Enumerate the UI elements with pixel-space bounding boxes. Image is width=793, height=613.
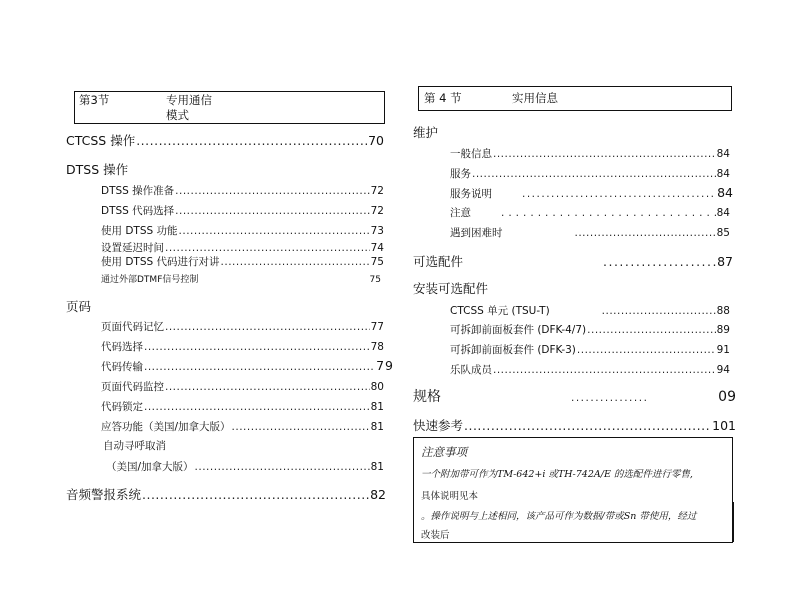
toc-label: 页面代码记忆 bbox=[101, 321, 164, 333]
leader-dots bbox=[165, 321, 370, 333]
leader-dots bbox=[587, 324, 715, 336]
toc-heading-install: 安装可选配件 bbox=[413, 281, 489, 296]
toc-page: 84 bbox=[717, 185, 733, 200]
toc-label: 注意 bbox=[450, 207, 471, 219]
toc-page: 84 bbox=[716, 207, 730, 219]
toc-row[interactable] bbox=[101, 379, 384, 394]
leader-dots bbox=[522, 188, 716, 200]
toc-page: 80 bbox=[370, 381, 384, 393]
leader-dots bbox=[179, 225, 370, 237]
toc-page: 81 bbox=[370, 461, 384, 473]
toc-row[interactable] bbox=[101, 240, 384, 255]
toc-label: 应答功能（美国/加拿大版） bbox=[101, 421, 231, 433]
leader-dots bbox=[195, 461, 370, 473]
toc-label: DTSS 操作准备 bbox=[101, 185, 175, 197]
leader-dots bbox=[144, 341, 370, 353]
toc-page: 84 bbox=[716, 168, 730, 180]
toc-row[interactable] bbox=[101, 223, 384, 238]
toc-row[interactable] bbox=[101, 419, 384, 434]
note-box bbox=[413, 437, 733, 543]
toc-page: 77 bbox=[370, 321, 384, 333]
toc-label: 使用 DTSS 功能 bbox=[101, 225, 178, 237]
toc-row-optional-accessories[interactable] bbox=[413, 252, 733, 270]
toc-page: 09 bbox=[718, 389, 736, 405]
toc-page: 94 bbox=[716, 364, 730, 376]
leader-dots bbox=[142, 487, 369, 502]
toc-row[interactable] bbox=[101, 339, 384, 354]
toc-label: 遇到困难时 bbox=[450, 227, 503, 239]
toc-label: 代码选择 bbox=[101, 341, 143, 353]
note-line: 具体说明见本 bbox=[421, 491, 479, 502]
section-title: 专用通信 模式 bbox=[166, 93, 212, 122]
toc-label: CTCSS 单元 (TSU-T) bbox=[450, 305, 550, 317]
toc-label: 服务说明 bbox=[450, 188, 492, 200]
toc-page: 88 bbox=[716, 305, 730, 317]
toc-label: 快速参考 bbox=[413, 418, 464, 433]
toc-label: 可拆卸前面板套件 (DFK-4/7) bbox=[450, 324, 587, 336]
toc-label: DTSS 代码选择 bbox=[101, 205, 175, 217]
toc-row-audio-alarm[interactable] bbox=[66, 485, 386, 503]
leader-dots bbox=[144, 401, 370, 413]
leader-dots bbox=[602, 305, 716, 317]
section-number: 第3节 bbox=[79, 93, 110, 107]
toc-page: 78 bbox=[370, 341, 384, 353]
leader-dots bbox=[577, 344, 716, 356]
note-line: 一个附加带可作为TM-642+i 或TH-742A/E 的选配件进行零售, bbox=[421, 469, 693, 480]
toc-label: 规格 bbox=[413, 389, 441, 405]
note-line: 改装后 bbox=[421, 530, 450, 541]
toc-page: 75 bbox=[370, 256, 384, 268]
toc-label: 自动寻呼取消 bbox=[103, 440, 166, 452]
toc-page: 87 bbox=[717, 254, 733, 269]
toc-label: 代码传输 bbox=[101, 361, 143, 373]
leader-dots bbox=[603, 254, 716, 269]
toc-row[interactable] bbox=[450, 322, 730, 337]
section-number: 第 4 节 bbox=[424, 91, 462, 105]
toc-row[interactable] bbox=[450, 225, 730, 240]
toc-page: 72 bbox=[370, 205, 384, 217]
toc-row[interactable] bbox=[101, 183, 384, 198]
toc-row-ctcss[interactable] bbox=[66, 131, 384, 149]
toc-page: 75 bbox=[369, 275, 381, 285]
toc-page: 81 bbox=[370, 421, 384, 433]
leader-dots bbox=[144, 361, 375, 373]
toc-row[interactable] bbox=[106, 459, 384, 474]
toc-row[interactable] bbox=[450, 362, 730, 377]
leader-dots bbox=[472, 168, 716, 180]
toc-page: 91 bbox=[716, 344, 730, 356]
toc-label: 服务 bbox=[450, 168, 471, 180]
toc-label: 一般信息 bbox=[450, 148, 492, 160]
toc-page: 101 bbox=[712, 418, 736, 433]
leader-dots bbox=[232, 421, 370, 433]
leader-dots bbox=[165, 381, 370, 393]
toc-page: 85 bbox=[716, 227, 730, 239]
toc-page: 82 bbox=[370, 487, 386, 502]
leader-dots bbox=[175, 205, 369, 217]
toc-heading-dtss: DTSS 操作 bbox=[66, 162, 129, 177]
toc-row[interactable] bbox=[450, 342, 730, 357]
leader-dots bbox=[165, 242, 370, 254]
leader-dots bbox=[175, 185, 369, 197]
toc-label: CTCSS 操作 bbox=[66, 133, 136, 148]
toc-row-specifications[interactable] bbox=[413, 386, 736, 406]
toc-label: 使用 DTSS 代码进行对讲 bbox=[101, 256, 220, 268]
toc-row[interactable] bbox=[450, 185, 733, 201]
toc-label: （美国/加拿大版） bbox=[106, 461, 194, 473]
toc-page: 89 bbox=[716, 324, 730, 336]
toc-label: 设置延迟时间 bbox=[101, 242, 164, 254]
toc-label: 可拆卸前面板套件 (DFK-3) bbox=[450, 344, 576, 356]
toc-row[interactable] bbox=[101, 399, 384, 414]
leader-dots bbox=[501, 207, 716, 219]
toc-page: 79 bbox=[376, 358, 394, 373]
toc-label: 通过外部DTMF信号控制 bbox=[101, 275, 199, 285]
toc-row[interactable] bbox=[101, 203, 384, 218]
section-3-header-box bbox=[74, 91, 385, 124]
toc-row[interactable] bbox=[450, 205, 730, 220]
toc-label: 代码锁定 bbox=[101, 401, 143, 413]
toc-row[interactable] bbox=[101, 358, 394, 374]
leader-dots bbox=[464, 418, 711, 433]
toc-heading-maintenance: 维护 bbox=[413, 125, 439, 140]
toc-heading-paging: 页码 bbox=[66, 299, 92, 314]
toc-row[interactable] bbox=[101, 272, 381, 285]
toc-label: 可选配件 bbox=[413, 254, 464, 269]
toc-page: 81 bbox=[370, 401, 384, 413]
note-title: 注意事项 bbox=[421, 445, 467, 459]
toc-page: 70 bbox=[368, 133, 384, 148]
toc-page: 73 bbox=[370, 225, 384, 237]
leader-dots bbox=[136, 133, 367, 148]
toc-page: 72 bbox=[370, 185, 384, 197]
toc-row[interactable] bbox=[101, 319, 384, 334]
leader-dots bbox=[571, 392, 648, 404]
leader-dots bbox=[493, 364, 716, 376]
leader-dots bbox=[493, 148, 716, 160]
section-title: 实用信息 bbox=[512, 91, 558, 105]
section-4-header-box bbox=[418, 86, 732, 111]
leader-dots bbox=[575, 227, 716, 239]
toc-label: 乐队成员 bbox=[450, 364, 492, 376]
toc-page: 74 bbox=[370, 242, 384, 254]
toc-row[interactable] bbox=[450, 166, 730, 181]
toc-row[interactable] bbox=[450, 146, 730, 161]
toc-page: 84 bbox=[716, 148, 730, 160]
toc-label: 页面代码监控 bbox=[101, 381, 164, 393]
note-line: 。操作说明与上述相同，该产品可作为数据/带或Sn 带使用，经过 bbox=[421, 511, 697, 522]
toc-row[interactable] bbox=[101, 254, 384, 269]
toc-row[interactable] bbox=[450, 303, 730, 318]
corner-mark bbox=[730, 502, 734, 542]
toc-label: 音频警报系统 bbox=[66, 487, 142, 502]
toc-row-quick-reference[interactable] bbox=[413, 416, 736, 434]
leader-dots bbox=[221, 256, 370, 268]
